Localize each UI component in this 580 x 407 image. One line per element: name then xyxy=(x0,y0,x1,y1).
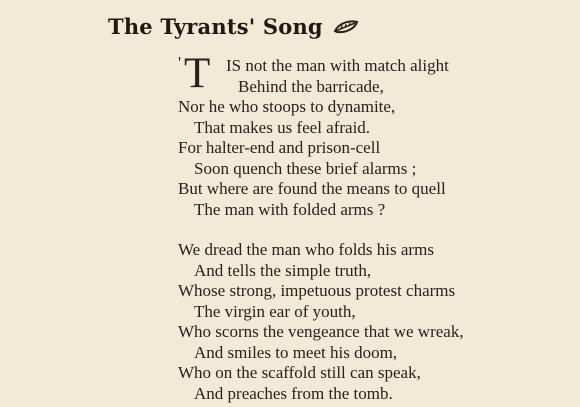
drop-cap: T xyxy=(184,50,211,97)
stanza-2 xyxy=(178,240,568,404)
poem-line: And tells the simple truth, xyxy=(194,260,372,280)
poem-line: And smiles to meet his doom, xyxy=(194,342,398,362)
poem-line: Nor he who stoops to dynamite, xyxy=(178,97,396,116)
poem-line: We dread the man who folds his arms xyxy=(178,240,434,259)
poem-line: The virgin ear of youth, xyxy=(194,301,356,321)
first-line-text: IS not the man with match alight xyxy=(226,56,449,75)
leaf-ornament-icon xyxy=(333,19,359,35)
poem-line: And preaches from the tomb. xyxy=(194,383,393,403)
poem-line: Soon quench these brief alarms ; xyxy=(194,158,417,178)
title-row xyxy=(108,14,359,39)
poem-line: But where are found the means to quell xyxy=(178,179,446,198)
poem-body xyxy=(178,50,568,404)
opening-apostrophe: ' xyxy=(178,53,182,72)
poem-line: Who on the scaffold still can speak, xyxy=(178,363,421,382)
poem-line: For halter-end and prison-cell xyxy=(178,138,381,157)
poem-line: Whose strong, impetuous protest charms xyxy=(178,281,456,300)
stanza-break xyxy=(178,220,568,240)
poem-title: The Tyrants' Song xyxy=(108,14,323,39)
poem-line: Who scorns the vengeance that we wreak, xyxy=(178,322,464,341)
poem-line: The man with folded arms ? xyxy=(194,199,386,219)
poem-line: Behind the barricade, xyxy=(238,76,384,96)
poem-line: That makes us feel afraid. xyxy=(194,117,371,137)
stanza-1 xyxy=(178,50,568,220)
